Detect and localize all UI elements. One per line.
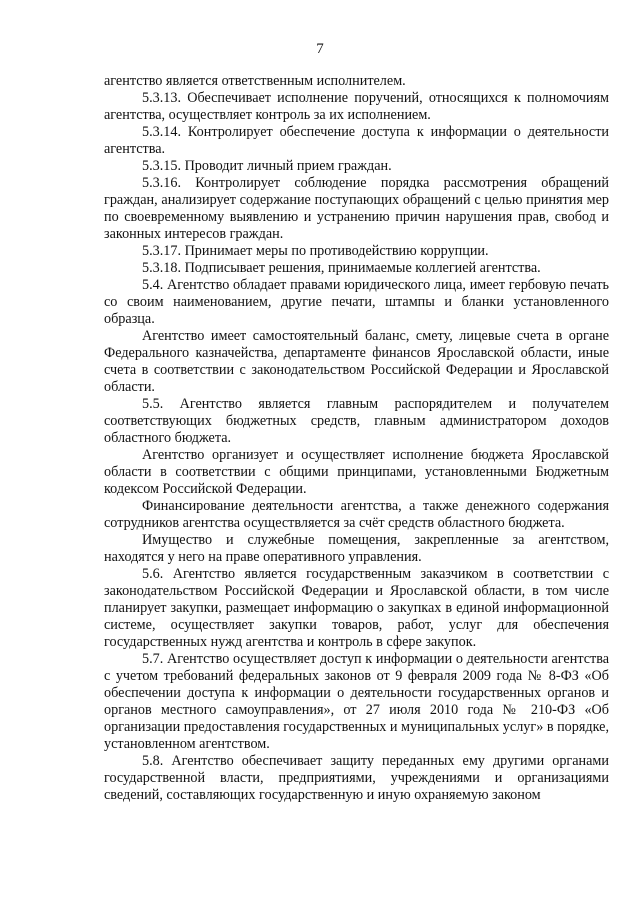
paragraph-5-6: 5.6. Агентство является государственным заказчиком в соответствии с законодательством Российской Федерации и Ярославской области, в том числе планирует закупки, размещает информацию о закупках в единой информационной системе, осуществляет закупки товаров, работ, услуг для обеспечения государственных нужд агентства и контроль в сфере закупок. [104,566,609,650]
paragraph-5-3-14: 5.3.14. Контролирует обеспечение доступа к информации о деятельности агентства. [104,124,609,157]
paragraph-5-3-18: 5.3.18. Подписывает решения, принимаемые коллегией агентства. [142,260,541,276]
paragraph-5-4: 5.4. Агентство обладает правами юридического лица, имеет гербовую печать со своим наименованием, другие печати, штампы и бланки установленного образца. [104,277,609,327]
paragraph-5-3-17: 5.3.17. Принимает меры по противодействию коррупции. [142,243,489,259]
paragraph-5-4-balance: Агентство имеет самостоятельный баланс, смету, лицевые счета в органе Федерального казначейства, департаменте финансов Ярославской области, иные счета в соответствии с законодательством Российской Федерации и Ярославской области. [104,328,609,395]
paragraph-5-3-13: 5.3.13. Обеспечивает исполнение поручений, относящихся к полномочиям агентства, осуществляет контроль за их исполнением. [104,90,609,123]
paragraph-5-7: 5.7. Агентство осуществляет доступ к информации о деятельности агентства с учетом требований федеральных законов от 9 февраля 2009 года № 8-ФЗ «Об обеспечении доступа к информации о деятельности государственных органов и органов местного самоуправления», от 27 июля 2010 года № 210-ФЗ «Об организации предоставления государственных и муниципальных услуг» в порядке, установленном агентством. [104,651,609,752]
paragraph-5-5-financing: Финансирование деятельности агентства, а также денежного содержания сотрудников агентства осуществляется за счёт средств областного бюджета. [104,498,609,531]
paragraph-5-3-15: 5.3.15. Проводит личный прием граждан. [142,158,392,174]
paragraph-5-5-budget: Агентство организует и осуществляет исполнение бюджета Ярославской области в соответствии с общими принципами, установленными Бюджетным кодексом Российской Федерации. [104,447,609,497]
paragraph-5-5-property: Имущество и служебные помещения, закрепленные за агентством, находятся у него на праве оперативного управления. [104,532,609,565]
page-number: 7 [316,41,324,57]
paragraph-5-5: 5.5. Агентство является главным распорядителем и получателем соответствующих бюджетных средств, главным администратором доходов областного бюджета. [104,396,609,446]
paragraph-continuation: агентство является ответственным исполнителем. [104,73,406,89]
document-body [104,73,609,804]
paragraph-5-8: 5.8. Агентство обеспечивает защиту переданных ему другими органами государственной власти, предприятиями, учреждениями и организациями сведений, составляющих государственную и иную охраняемую законом [104,753,609,803]
paragraph-5-3-16: 5.3.16. Контролирует соблюдение порядка рассмотрения обращений граждан, анализирует содержание поступающих обращений с целью принятия мер по своевременному выявлению и устранению причин нарушения прав, свобод и законных интересов граждан. [104,175,609,242]
